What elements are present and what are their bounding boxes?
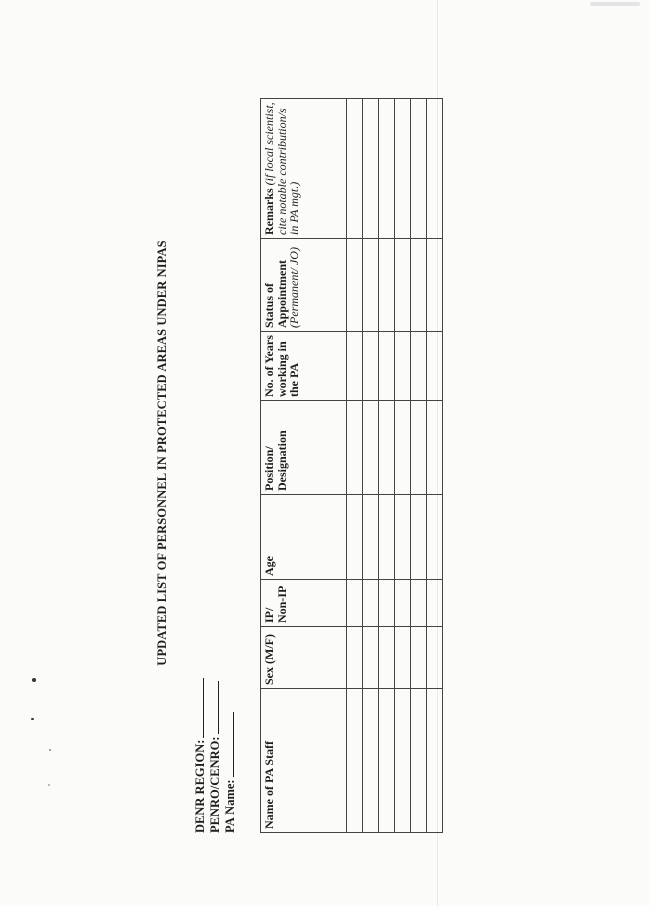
table-cell[interactable]: [347, 627, 363, 689]
table-cell[interactable]: [379, 332, 395, 401]
header-fields: [192, 678, 237, 833]
table-cell[interactable]: [379, 580, 395, 627]
table-cell[interactable]: [363, 580, 379, 627]
table-cell[interactable]: [379, 401, 395, 495]
table-body: [347, 99, 443, 833]
table-row: [395, 99, 411, 833]
table-row: [411, 99, 427, 833]
table-cell[interactable]: [395, 627, 411, 689]
table-cell[interactable]: [411, 99, 427, 239]
blank-line[interactable]: [192, 678, 204, 738]
table-cell[interactable]: [411, 580, 427, 627]
rotated-form-sheet: [155, 63, 495, 843]
column-header: [261, 580, 347, 627]
table-cell[interactable]: [363, 495, 379, 580]
column-header-label: No. of Years working in the PA: [262, 335, 301, 397]
table-cell[interactable]: [379, 495, 395, 580]
table-cell[interactable]: [427, 689, 443, 833]
table-cell[interactable]: [363, 689, 379, 833]
table-row: [363, 99, 379, 833]
column-header-label: Remarks: [262, 188, 276, 235]
table-cell[interactable]: [347, 99, 363, 239]
table-cell[interactable]: [395, 495, 411, 580]
column-header-label: Position/ Designation: [262, 430, 289, 491]
table-cell[interactable]: [363, 99, 379, 239]
column-header: [261, 627, 347, 689]
table-cell[interactable]: [347, 689, 363, 833]
table-cell[interactable]: [363, 627, 379, 689]
column-header: [261, 401, 347, 495]
table-cell[interactable]: [379, 689, 395, 833]
table-cell[interactable]: [363, 401, 379, 495]
table-cell[interactable]: [395, 401, 411, 495]
table-cell[interactable]: [347, 332, 363, 401]
scan-speck: [32, 678, 36, 682]
scan-speck: [31, 718, 34, 720]
table-row: [347, 99, 363, 833]
field-label: DENR REGION:: [193, 739, 207, 833]
table-cell[interactable]: [395, 580, 411, 627]
table-cell[interactable]: [411, 239, 427, 332]
column-header: [261, 495, 347, 580]
table-cell[interactable]: [347, 495, 363, 580]
column-header-label: Status of Appointment: [262, 259, 289, 328]
table-cell[interactable]: [427, 495, 443, 580]
table-cell[interactable]: [427, 627, 443, 689]
table-cell[interactable]: [411, 332, 427, 401]
scan-speck: [49, 749, 51, 751]
column-header-label: Name of PA Staff: [262, 740, 276, 829]
column-header-note: (Permanent/ JO): [287, 247, 301, 328]
scan-smudge: [590, 2, 640, 6]
table-cell[interactable]: [427, 580, 443, 627]
column-header-label: Sex (M/F): [262, 634, 276, 685]
table-cell[interactable]: [395, 239, 411, 332]
table-cell[interactable]: [395, 99, 411, 239]
column-header-label: IP/ Non-IP: [262, 585, 289, 623]
table-cell[interactable]: [411, 627, 427, 689]
table-cell[interactable]: [395, 332, 411, 401]
field-pa-name: [222, 678, 237, 833]
table-cell[interactable]: [427, 99, 443, 239]
table-cell[interactable]: [379, 99, 395, 239]
table-row: [427, 99, 443, 833]
blank-line[interactable]: [222, 712, 234, 777]
table-cell[interactable]: [363, 332, 379, 401]
column-header: [261, 99, 347, 239]
table-header-row: [261, 99, 347, 833]
table-cell[interactable]: [395, 689, 411, 833]
table-cell[interactable]: [347, 580, 363, 627]
table-cell[interactable]: [411, 689, 427, 833]
blank-line[interactable]: [207, 681, 219, 734]
field-label: PA Name:: [223, 779, 237, 833]
column-header-note: (if local scientist, cite notable contribution/s in PA mgt.): [262, 102, 301, 235]
personnel-table: [260, 98, 443, 833]
table-cell[interactable]: [347, 401, 363, 495]
table-cell[interactable]: [411, 401, 427, 495]
column-header-label: Age: [262, 556, 276, 576]
table-cell[interactable]: [411, 495, 427, 580]
column-header: [261, 239, 347, 332]
table-cell[interactable]: [363, 239, 379, 332]
column-header: [261, 689, 347, 833]
field-penro-cenro: [207, 678, 222, 833]
table-cell[interactable]: [427, 401, 443, 495]
column-header: [261, 332, 347, 401]
table-cell[interactable]: [427, 332, 443, 401]
document-title: UPDATED LIST OF PERSONNEL IN PROTECTED AREAS UNDER NIPAS: [155, 240, 169, 666]
table-cell[interactable]: [379, 239, 395, 332]
scan-speck: [48, 784, 50, 786]
table-cell[interactable]: [347, 239, 363, 332]
field-denr-region: [192, 678, 207, 833]
table-cell[interactable]: [427, 239, 443, 332]
table-cell[interactable]: [379, 627, 395, 689]
field-label: PENRO/CENRO:: [208, 736, 222, 833]
table-row: [379, 99, 395, 833]
